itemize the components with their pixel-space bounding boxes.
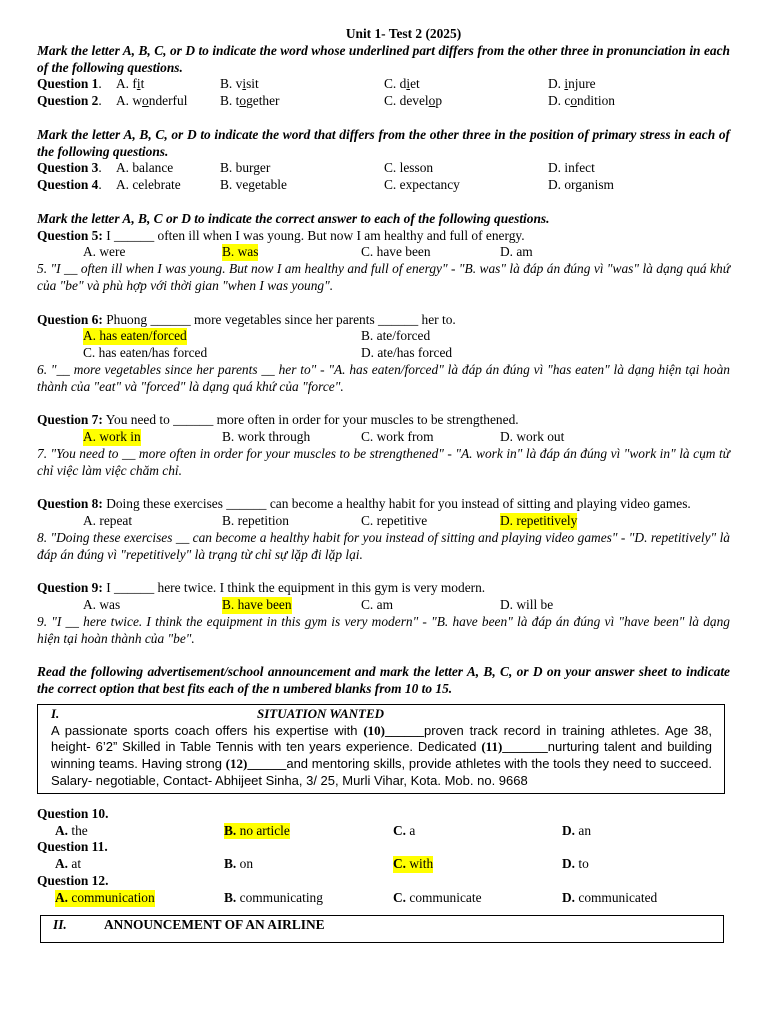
question-3 (37, 160, 730, 177)
test-page (37, 26, 730, 943)
question-11-options (37, 856, 730, 873)
q10-option-c: C. a (393, 822, 416, 838)
question-9-options (37, 597, 730, 614)
box1-heading: SITUATION WANTED (257, 705, 385, 721)
q12-option-d: D. communicated (562, 889, 658, 905)
section3-instruction: Mark the letter A, B, C or D to indicate the correct answer to each of the following questions. (37, 210, 550, 226)
question-4 (37, 177, 730, 194)
question-10-options (37, 823, 730, 840)
question-7-options (37, 429, 730, 446)
q7-option-d: D. work out (500, 429, 565, 445)
q9-option-b: B. have been (222, 597, 292, 613)
question-7-stem: Question 7: You need to ______ more often in order for your muscles to be strengthened. (37, 412, 519, 428)
q4-option-d: D. organism (548, 177, 614, 193)
q2-option-b: B. together (220, 93, 280, 109)
q8-explanation: 8. "Doing these exercises __ can become a healthy habit for you instead of sitting and playing video games" - "D. repetitively" là đáp án đúng vì "repetitively" là trạng từ chỉ sự lặp đi lặp lại. (37, 529, 730, 562)
q7-option-a: A. work in (83, 429, 141, 445)
question-4-label: Question 4. (37, 177, 102, 193)
question-3-label: Question 3. (37, 160, 102, 176)
q12-option-b: B. communicating (224, 889, 323, 905)
airline-announcement-box (40, 915, 724, 943)
q1-option-c: C. diet (384, 76, 420, 92)
q6-explanation: 6. "__ more vegetables since her parents __ her to" - "A. has eaten/forced" là đáp án đúng vì "has eaten" là dạng hiện tại hoàn thành của "eat" và "forced" là dạng quá khứ của "force". (37, 361, 730, 394)
question-12-label: Question 12. (37, 873, 109, 889)
situation-wanted-header (51, 706, 712, 723)
q3-option-d: D. infect (548, 160, 595, 176)
q7-option-b: B. work through (222, 429, 311, 445)
q9-option-a: A. was (83, 597, 121, 613)
box2-heading: ANNOUNCEMENT OF AN AIRLINE (104, 916, 325, 932)
q1-option-b: B. visit (220, 76, 259, 92)
question-5-options (37, 244, 730, 261)
q8-option-a: A. repeat (83, 513, 133, 529)
q6-option-a: A. has eaten/forced (83, 328, 187, 344)
situation-wanted-text: A passionate sports coach offers his expertise with (10)______proven track record in training athletes. Age 38, height- 6’2” Skilled in Table Tennis with ten years experience. Dedicated (11)_______nurturing talent and building winning teams. Having strong (12)______and mentoring skills, provide athletes with the tools they need to succeed. Salary- negotiable, Contact- Abhijeet Sinha, 3/ 25, Murli Vihar, Kota. Mob. no. 9668 (51, 722, 713, 789)
page-title: Unit 1- Test 2 (2025) (345, 26, 462, 41)
section1-instruction: Mark the letter A, B, C, or D to indicate the word whose underlined part differs from the other three in pronunciation in each of the following questions. (37, 42, 730, 75)
q5-explanation: 5. "I __ often ill when I was young. But now I am healthy and full of energy" - "B. was" là đáp án đúng vì "was" là dạng quá khứ của "be" và phù hợp với thời gian "when I was young". (37, 261, 730, 293)
q7-explanation: 7. "You need to __ more often in order for your muscles to be strengthened" - "A. work in" là đáp án đúng vì "work in" là cụm từ chỉ việc làm việc chăm chỉ. (37, 445, 730, 478)
q3-option-a: A. balance (116, 160, 174, 176)
q2-option-c: C. develop (384, 93, 443, 109)
question-8-stem: Question 8: Doing these exercises ______ can become a healthy habit for you instead of sitting and playing video games. (37, 496, 691, 512)
question-11-label: Question 11. (37, 839, 108, 855)
question-1 (37, 76, 730, 93)
question-5-stem: Question 5: I ______ often ill when I was young. But now I am healthy and full of energy. (37, 227, 525, 243)
q4-option-a: A. celebrate (116, 177, 181, 193)
q10-option-a: A. the (55, 822, 88, 838)
question-2-label: Question 2. (37, 93, 102, 109)
q10-option-b: B. no article (224, 822, 290, 838)
q4-option-c: C. expectancy (384, 177, 460, 193)
situation-wanted-box (37, 704, 725, 794)
question-6-options-row1 (37, 328, 730, 345)
q6-option-b: B. ate/forced (361, 328, 431, 344)
q11-option-c: C. with (393, 856, 434, 872)
question-9-stem: Question 9: I ______ here twice. I think the equipment in this gym is very modern. (37, 580, 486, 596)
q10-option-d: D. an (562, 822, 592, 838)
q5-option-d: D. am (500, 244, 533, 260)
q12-option-a: A. communication (55, 889, 155, 905)
q9-explanation: 9. "I __ here twice. I think the equipment in this gym is very modern" - "B. have been" là đáp án đúng vì "have been" là dạng hiện tại hoàn thành của "be". (37, 613, 730, 646)
section2-instruction: Mark the letter A, B, C, or D to indicate the word that differs from the other three in the position of primary stress in each of the following questions. (37, 126, 730, 159)
q1-option-d: D. injure (548, 76, 596, 92)
q8-option-d: D. repetitively (500, 513, 578, 529)
q11-option-d: D. to (562, 856, 589, 872)
q8-option-b: B. repetition (222, 513, 289, 529)
q7-option-c: C. work from (361, 429, 434, 445)
q5-option-b: B. was (222, 244, 259, 260)
question-10-label: Question 10. (37, 805, 109, 821)
q9-option-d: D. will be (500, 597, 554, 613)
q2-option-a: A. wonderful (116, 93, 188, 109)
q11-option-b: B. on (224, 856, 254, 872)
q3-option-c: C. lesson (384, 160, 434, 176)
q11-option-a: A. at (55, 856, 82, 872)
q3-option-b: B. burger (220, 160, 271, 176)
q4-option-b: B. vegetable (220, 177, 287, 193)
q6-option-c: C. has eaten/has forced (83, 345, 208, 361)
q2-option-d: D. condition (548, 93, 615, 109)
q1-option-a: A. fit (116, 76, 145, 92)
q6-option-d: D. ate/has forced (361, 345, 453, 361)
q5-option-a: A. were (83, 244, 126, 260)
box2-number: II. (53, 916, 67, 932)
q12-option-c: C. communicate (393, 889, 482, 905)
question-12-options (37, 890, 730, 907)
question-6-options-row2 (37, 345, 730, 362)
question-8-options (37, 513, 730, 530)
q9-option-c: C. am (361, 597, 393, 613)
question-6-stem: Question 6: Phuong ______ more vegetables since her parents ______ her to. (37, 311, 456, 327)
q5-option-c: C. have been (361, 244, 431, 260)
section4-instruction: Read the following advertisement/school announcement and mark the letter A, B, C, or D on your answer sheet to indicate the correct option that best fits each of the n umbered blanks from 10 to 15. (37, 664, 730, 697)
box1-number: I. (51, 705, 60, 721)
q8-option-c: C. repetitive (361, 513, 428, 529)
question-1-label: Question 1. (37, 76, 102, 92)
question-2 (37, 93, 730, 110)
